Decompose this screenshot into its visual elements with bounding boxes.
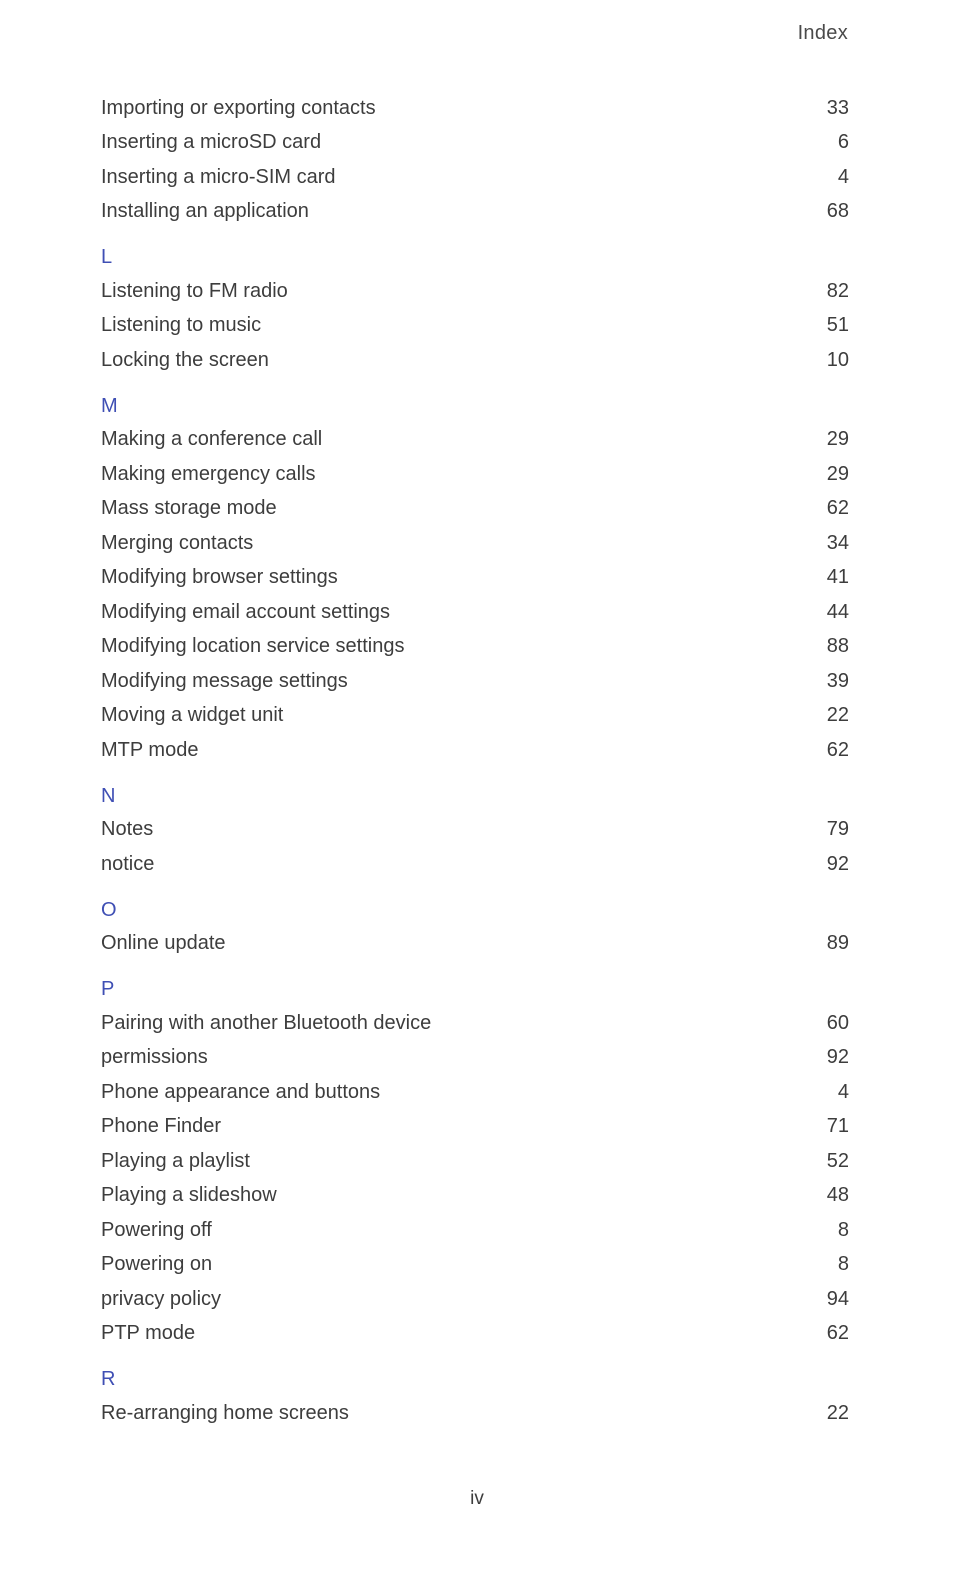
- entry-page: 29: [826, 462, 849, 485]
- entry-page: 82: [826, 279, 849, 302]
- entry-label: Making emergency calls: [101, 462, 316, 485]
- index-entry: [101, 492, 849, 527]
- index-group-n: [101, 780, 849, 882]
- index-entry: [101, 1144, 849, 1179]
- entry-label: Locking the screen: [101, 348, 269, 371]
- entry-label: Powering on: [101, 1253, 213, 1276]
- index-entry: [101, 91, 849, 126]
- entry-page: 79: [826, 818, 849, 841]
- entry-label: Phone appearance and buttons: [101, 1080, 381, 1103]
- entry-page: 8: [837, 1253, 849, 1276]
- index-entry: [101, 813, 849, 848]
- entry-label: Re-arranging home screens: [101, 1401, 349, 1424]
- index-entry: [101, 1248, 849, 1283]
- entry-label: Powering off: [101, 1218, 212, 1241]
- entry-label: Playing a slideshow: [101, 1184, 277, 1207]
- entry-page: 34: [826, 531, 849, 554]
- entry-page: 8: [837, 1218, 849, 1241]
- entry-label: Modifying message settings: [101, 669, 348, 692]
- entry-page: 4: [837, 1080, 849, 1103]
- index-entry: [101, 457, 849, 492]
- index-entry: [101, 847, 849, 882]
- index-group-l: [101, 241, 849, 378]
- entry-page: 48: [826, 1184, 849, 1207]
- index-entry: [101, 343, 849, 378]
- entry-label: permissions: [101, 1046, 208, 1069]
- index-entry: [101, 160, 849, 195]
- index-entry: [101, 1041, 849, 1076]
- entry-label: Mass storage mode: [101, 497, 277, 520]
- entry-label: Pairing with another Bluetooth device: [101, 1011, 432, 1034]
- section-letter: L: [101, 246, 113, 268]
- index-entry: [101, 595, 849, 630]
- index-entry: [101, 1213, 849, 1248]
- index-entry: [101, 195, 849, 230]
- index-group: [101, 91, 849, 229]
- entry-label: Notes: [101, 818, 154, 841]
- index-entry: [101, 1282, 849, 1317]
- index-entry: [101, 126, 849, 161]
- index-entry: [101, 1006, 849, 1041]
- entry-page: 68: [826, 200, 849, 223]
- entry-page: 10: [826, 348, 849, 371]
- index-group-p: [101, 973, 849, 1351]
- entry-label: Installing an application: [101, 200, 309, 223]
- index-group-m: [101, 390, 849, 768]
- page-number: iv: [470, 1488, 484, 1509]
- entry-label: privacy policy: [101, 1287, 222, 1310]
- entry-label: Phone Finder: [101, 1115, 222, 1138]
- index-entry: [101, 630, 849, 665]
- index-entry: [101, 1179, 849, 1214]
- entry-page: 89: [826, 932, 849, 955]
- entry-label: MTP mode: [101, 738, 199, 761]
- entry-label: Merging contacts: [101, 531, 254, 554]
- index-entry: [101, 664, 849, 699]
- entry-label: Listening to music: [101, 314, 262, 337]
- index-entry: [101, 274, 849, 309]
- index-entry: [101, 526, 849, 561]
- index-entry: [101, 561, 849, 596]
- index-entry: [101, 1075, 849, 1110]
- entry-page: 62: [826, 1322, 849, 1345]
- entry-label: notice: [101, 852, 155, 875]
- entry-label: Modifying email account settings: [101, 600, 391, 623]
- entry-page: 22: [826, 1401, 849, 1424]
- entry-page: 52: [826, 1149, 849, 1172]
- entry-label: PTP mode: [101, 1322, 196, 1345]
- entry-page: 44: [826, 600, 849, 623]
- index-entry: [101, 733, 849, 768]
- entry-page: 62: [826, 738, 849, 761]
- entry-page: 29: [826, 428, 849, 451]
- entry-page: 33: [826, 96, 849, 119]
- entry-label: Listening to FM radio: [101, 279, 288, 302]
- entry-label: Making a conference call: [101, 428, 323, 451]
- entry-page: 4: [837, 165, 849, 188]
- index-entry: [101, 309, 849, 344]
- index-entry: [101, 423, 849, 458]
- section-letter: P: [101, 978, 115, 1000]
- entry-page: 51: [826, 314, 849, 337]
- entry-page: 92: [826, 852, 849, 875]
- section-letter: N: [101, 784, 116, 807]
- entry-page: 60: [826, 1011, 849, 1034]
- section-letter: R: [101, 1368, 116, 1390]
- entry-page: 88: [826, 635, 849, 658]
- entry-label: Importing or exporting contacts: [101, 96, 376, 119]
- entry-label: Inserting a micro-SIM card: [101, 165, 336, 188]
- page-header-title: Index: [797, 22, 848, 44]
- index-entry: [101, 1317, 849, 1352]
- entry-label: Modifying location service settings: [101, 635, 405, 658]
- entry-page: 22: [826, 704, 849, 727]
- index-entry: [101, 699, 849, 734]
- entry-page: 39: [826, 669, 849, 692]
- entry-page: 71: [826, 1115, 849, 1138]
- index-entry: [101, 1110, 849, 1145]
- entry-page: 6: [837, 131, 849, 154]
- entry-label: Inserting a microSD card: [101, 131, 322, 154]
- section-letter: M: [101, 394, 118, 417]
- entry-page: 62: [826, 497, 849, 520]
- index-group-r: [101, 1363, 849, 1431]
- entry-label: Modifying browser settings: [101, 566, 338, 589]
- entry-page: 41: [826, 566, 849, 589]
- entry-page: 94: [826, 1287, 849, 1310]
- index-list: [101, 91, 849, 1431]
- entry-label: Moving a widget unit: [101, 704, 284, 727]
- entry-label: Online update: [101, 932, 226, 955]
- section-letter: O: [101, 898, 117, 921]
- index-entry: [101, 927, 849, 962]
- entry-page: 92: [826, 1046, 849, 1069]
- index-entry: [101, 1396, 849, 1431]
- entry-label: Playing a playlist: [101, 1149, 250, 1172]
- index-group-o: [101, 894, 849, 962]
